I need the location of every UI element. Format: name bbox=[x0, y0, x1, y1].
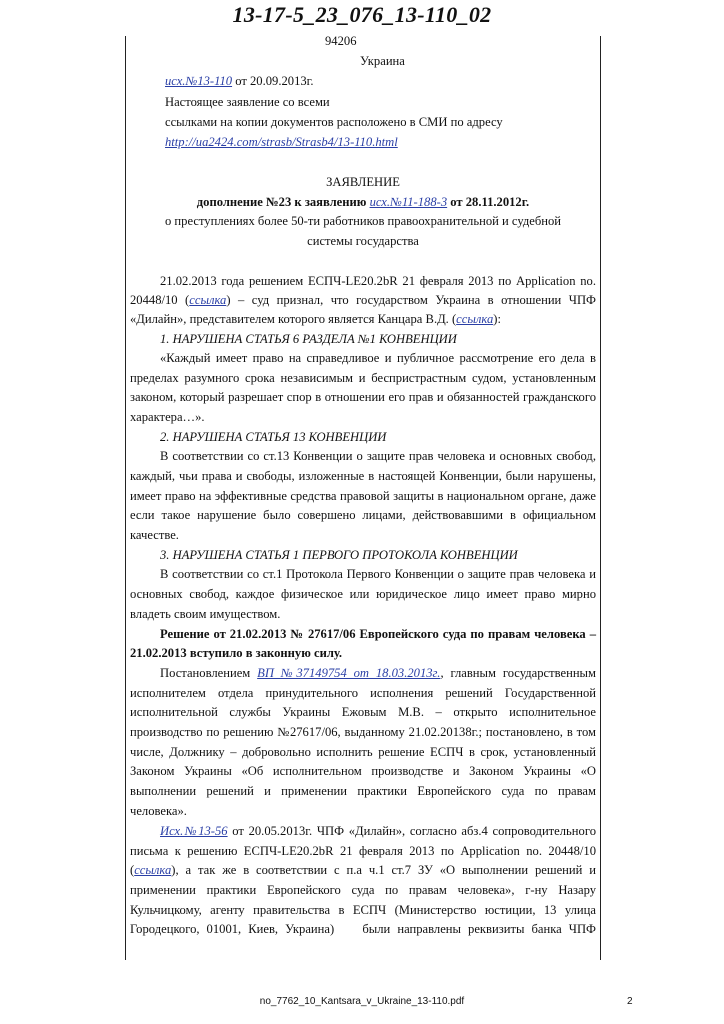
para2-line-1: Постановлением ВП №37149754 от 18.03.2013г., главным государственным bbox=[160, 666, 596, 680]
para2-line-8: человека». bbox=[130, 804, 187, 818]
statement-sub-link[interactable]: исх.№11-188-3 bbox=[369, 195, 448, 209]
address-country: Украина bbox=[360, 54, 405, 68]
statement-description-1: о преступлениях более 50-ти работников правоохранительной и судебной bbox=[164, 214, 562, 228]
para1-line-1: 21.02.2013 года решением ЕСПЧ-LE20.2bR 21 февраля 2013 по Application no. bbox=[160, 274, 596, 288]
para1-line-2: 20448/10 (ссылка) – суд признал, что государством Украина в отношении ЧПФ bbox=[130, 293, 597, 307]
para2-line-5: числе, Должнику – добровольно исполнить решение ЕСПЧ в срок, установленный bbox=[130, 745, 596, 759]
section-3-heading: 3. НАРУШЕНА СТАТЬЯ 1 ПЕРВОГО ПРОТОКОЛА КОНВЕНЦИИ bbox=[160, 548, 518, 562]
para3-line-2: письма к решению ЕСПЧ-LE20.2bR 21 февраля 2013 по Application no. 20448/10 bbox=[130, 844, 596, 858]
section-2-line-2: каждый, чьи права и свободы, изложенные в настоящей Конвенции, были нарушены, bbox=[130, 469, 596, 483]
para3-line-1: Исх.№13-56 от 20.05.2013г. ЧПФ «Дилайн», согласно абз.4 сопроводительного bbox=[160, 824, 596, 838]
para2-line-4: производство по решению №27617/06, выданному 21.02.20138г.; постановлено, в том bbox=[130, 725, 596, 739]
statement-subheading: дополнение №23 к заявлению исх.№11-188-3 от 28.11.2012г. bbox=[196, 195, 530, 209]
para3-line-5: Кульчицкому, агенту правительства в ЕСПЧ (Министерство юстиции, 13 улица bbox=[130, 903, 596, 917]
outgoing-ref-link[interactable]: исх.№13-110 bbox=[165, 74, 233, 88]
para3-line-6: Городецкого, 01001, Киев, Украина) были направлены реквизиты банка ЧПФ bbox=[130, 922, 596, 936]
para2-line-6: Законом Украины «Об исполнительном производстве и Законом Украины «О bbox=[130, 764, 596, 778]
section-2-line-4: если такое нарушение было совершено лицами, действовавшими в официальном bbox=[130, 508, 596, 522]
document-header-title: 13-17-5_23_076_13-110_02 bbox=[232, 2, 492, 27]
section-1-line-3: законом, который разрешает спор в отношении его прав и обязанностей гражданского bbox=[130, 390, 596, 404]
intro-line-2: ссылками на копии документов расположено в СМИ по адресу bbox=[165, 115, 503, 129]
decision-line-2: 21.02.2013 вступило в законную силу. bbox=[130, 646, 343, 660]
para1-representative-link[interactable]: ссылка bbox=[456, 312, 494, 326]
footer-filename: no_7762_10_Kantsara_v_Ukraine_13-110.pdf bbox=[259, 996, 465, 1007]
left-margin-rule bbox=[125, 36, 126, 960]
section-2-line-1: В соответствии со ст.13 Конвенции о защите прав человека и основных свобод, bbox=[160, 449, 596, 463]
para2-line-2: исполнителем отдела принудительного исполнения решений Государственной bbox=[130, 686, 596, 700]
para2-line-7: выполнении решений и применении практики Европейского суда по правам bbox=[130, 784, 596, 798]
statement-description-2: системы государства bbox=[307, 234, 419, 248]
intro-line-1: Настоящее заявление со всеми bbox=[165, 95, 330, 109]
section-1-line-4: характера…». bbox=[130, 410, 205, 424]
right-margin-rule bbox=[600, 36, 601, 960]
decision-line-1: Решение от 21.02.2013 № 27617/06 Европейского суда по правам человека – bbox=[160, 627, 596, 641]
statement-heading: ЗАЯВЛЕНИЕ bbox=[326, 175, 400, 189]
section-3-line-1: В соответствии со ст.1 Протокола Первого Конвенции о защите прав человека и bbox=[160, 567, 596, 581]
section-3-line-3: владеть своим имуществом. bbox=[130, 607, 281, 621]
intro-url-link[interactable]: http://ua2424.com/strasb/Strasb4/13-110.html bbox=[165, 135, 398, 149]
para2-line-3: исполнительной службы Украины Ежовым М.В. – открыто исполнительное bbox=[130, 705, 596, 719]
section-2-heading: 2. НАРУШЕНА СТАТЬЯ 13 КОНВЕНЦИИ bbox=[160, 430, 387, 444]
footer-page-number: 2 bbox=[627, 996, 633, 1007]
address-postcode: 94206 bbox=[325, 34, 357, 48]
outgoing-ref-date: от 20.09.2013г. bbox=[232, 74, 314, 88]
para1-line-3: «Дилайн», представителем которого является Канцара В.Д. (ссылка): bbox=[130, 312, 501, 326]
para1-source-link[interactable]: ссылка bbox=[189, 293, 227, 307]
section-2-line-5: качестве. bbox=[130, 528, 179, 542]
section-1-heading: 1. НАРУШЕНА СТАТЬЯ 6 РАЗДЕЛА №1 КОНВЕНЦИИ bbox=[160, 332, 457, 346]
para3-line-4: применении практики Европейского суда по правам человека», г-ну Назару bbox=[130, 883, 596, 897]
para3-line-3: (ссылка), а так же в соответствии с п.а ч.1 ст.7 ЗУ «О выполнении решений и bbox=[130, 863, 596, 877]
section-2-line-3: имеет право на эффективные средства правовой защиты в национальном органе, даже bbox=[130, 489, 596, 503]
para2-decree-link[interactable]: ВП №37149754 от 18.03.2013г. bbox=[257, 666, 441, 680]
section-1-line-2: пределах разумного срока независимым и беспристрастным судом, установленным bbox=[130, 371, 596, 385]
outgoing-reference bbox=[165, 74, 314, 89]
section-3-line-2: основных свобод, каждое физическое или юридическое лицо имеет право мирно bbox=[130, 587, 596, 601]
para3-source-link[interactable]: ссылка bbox=[134, 863, 172, 877]
section-1-line-1: «Каждый имеет право на справедливое и публичное рассмотрение его дела в bbox=[160, 351, 596, 365]
para3-ref-link[interactable]: Исх.№13-56 bbox=[160, 824, 228, 838]
